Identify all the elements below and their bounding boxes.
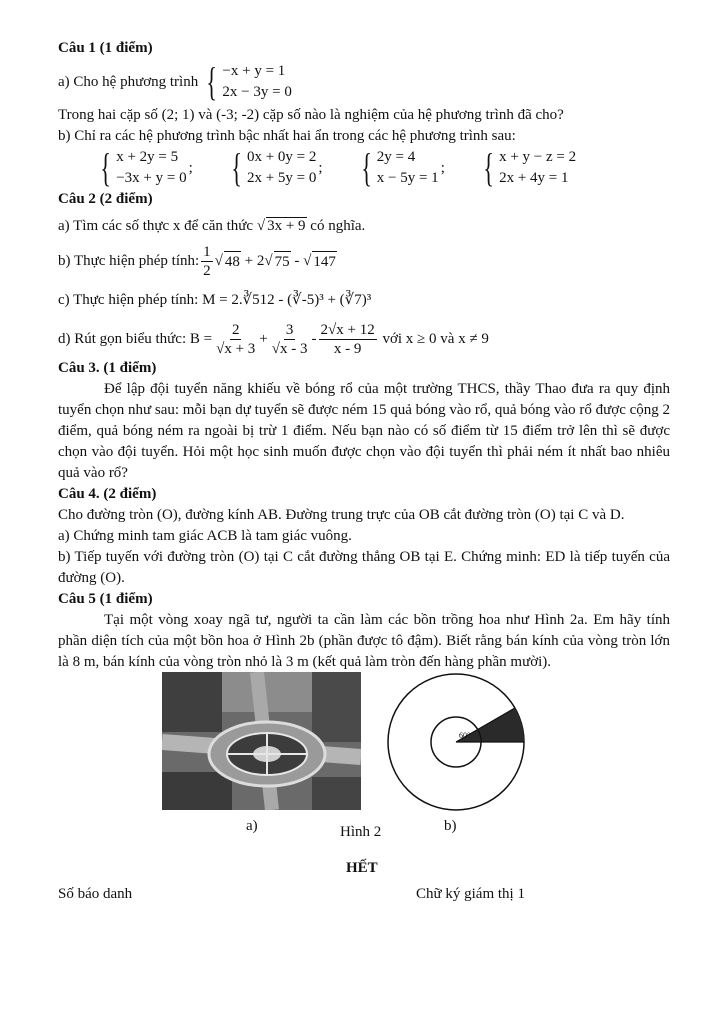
fraction-numerator: 2√x + 12 [320,322,375,338]
system-eq: 2x + 4y = 1 [499,170,569,186]
exam-page [58,38,670,673]
roundabout-photo-illustration [162,672,361,810]
fraction-denominator: √x + 3 [216,341,256,357]
separator: ; [188,159,193,176]
q2-d [58,321,670,358]
q2-b: b) Thực hiện phép tính: $\frac{1}{2}$ √ 48 + 2 √ 75 - √ 147 [58,244,336,279]
fraction-numerator: 3 [285,322,294,338]
q2-b-minus: - [294,253,300,269]
footer-proctor-signature: Chữ ký giám thị 1 [416,886,525,902]
q2-c-expr: M = 2.∛512 - (∛-5)³ + (∛7)³ [202,292,372,308]
q5-title: Câu 5 (1 điểm) [58,591,153,607]
q4-b: b) Tiếp tuyến với đường tròn (O) tại C cắt đường thẳng OB tại E. Chứng minh: ED là tiếp tuyến của đường (O). [58,549,670,586]
q1-a-eq2: 2x − 3y = 0 [222,84,292,100]
system-eq: −3x + y = 0 [116,170,187,186]
q4-a: a) Chứng minh tam giác ACB là tam giác vuông. [58,528,352,544]
figure-caption: Hình 2 [340,824,382,840]
q2-a: a) Tìm các số thực x để căn thức √ 3x + 9 có nghĩa. [58,218,366,234]
q1-a-eq1: −x + y = 1 [222,63,286,79]
q1-b-system-4 [479,147,576,189]
q1-a-system [202,61,292,103]
separator: ; [318,159,323,176]
system-eq: 0x + 0y = 2 [246,149,317,165]
q1-a [58,61,670,103]
fraction-numerator: 1 [203,244,211,260]
brace-icon: { [231,145,242,190]
flowerbed-diagram [386,672,526,812]
q2-c [58,290,670,311]
q1-b-system-3 [357,147,445,189]
q2-b-rad2: 75 [274,251,291,273]
fraction-denominator: √x - 3 [271,341,308,357]
brace-icon: { [206,59,218,104]
figure-2 [162,672,522,842]
end-marker: HẾT [346,860,378,876]
fraction-denominator: x - 9 [333,341,362,357]
footer-candidate-number: Số báo danh [58,886,133,902]
angle-label: 60° [459,731,471,740]
q2-b-mid: + 2 [244,253,265,269]
q3-title: Câu 3. (1 điểm) [58,360,157,376]
q2-a-prefix: a) Tìm các số thực x để căn thức [58,218,254,234]
q4-text: Cho đường tròn (O), đường kính AB. Đường trung trực của OB cắt đường tròn (O) tại C và D. [58,507,625,523]
brace-icon: { [360,145,372,190]
q2-d-fraction-1 [214,321,257,358]
brace-icon: { [483,145,494,190]
q2-b-rad1: 48 [224,251,241,273]
q2-title: Câu 2 (2 điểm) [58,191,153,207]
q1-a-question: Trong hai cặp số (2; 1) và (-3; -2) cặp số nào là nghiệm của hệ phương trình đã cho? [58,107,564,123]
q1-b-system-1 [96,147,193,189]
q1-b-text: b) Chỉ ra các hệ phương trình bậc nhất hai ẩn trong các hệ phương trình sau: [58,128,516,144]
fraction-denominator: 2 [203,263,211,279]
system-eq: 2y = 4 [376,149,416,165]
system-eq: x + y − z = 2 [499,149,577,165]
q1-a-prefix: a) Cho hệ phương trình [58,73,199,90]
q2-b-prefix: b) Thực hiện phép tính: [58,253,200,269]
q2-d-condition: với x ≥ 0 và x ≠ 9 [382,331,489,347]
q1-b-systems [58,147,670,189]
q2-a-radicand: 3x + 9 [267,218,306,234]
system-eq: 2x + 5y = 0 [246,170,317,186]
separator: ; [440,159,445,176]
q2-c-prefix: c) Thực hiện phép tính: [58,292,199,308]
q2-d-fraction-3 [319,321,377,358]
q2-a-suffix: có nghĩa. [310,218,366,234]
system-eq: x − 5y = 1 [376,170,439,186]
figure-label-a: a) [246,818,258,834]
q2-b-fraction [201,243,213,280]
figure-label-b: b) [444,818,457,834]
q2-d-prefix: d) Rút gọn biểu thức: B = [58,331,213,347]
q1-b-system-2 [227,147,323,189]
brace-icon: { [100,145,111,190]
q2-d-minus: - [311,331,317,347]
system-eq: x + 2y = 5 [116,149,179,165]
q1-title: Câu 1 (1 điểm) [58,40,153,56]
q2-d-plus: + [259,331,268,347]
q2-d-fraction-2 [270,321,310,358]
q3-text: Để lập đội tuyển năng khiếu về bóng rổ của một trường THCS, thầy Thao đưa ra quy định tuyển chọn như sau: mỗi bạn dự tuyển sẽ được ném 15 quả bóng vào rổ, quả bóng vào rổ được cộng 2 điểm, quả bóng ném ra ngoài bị trừ 1 điểm. Nếu bạn nào có số điểm từ 15 điểm trở lên thì sẽ được chọn vào đội tuyển. Hỏi một học sinh muốn được chọn vào đội tuyển thì phải ném ít nhất bao nhiêu quả vào rổ? [58,381,671,481]
fraction-numerator: 2 [231,322,240,338]
roundabout-photo [162,672,361,810]
q2-b-rad3: 147 [312,251,337,273]
q4-title: Câu 4. (2 điểm) [58,486,157,502]
q5-text: Tại một vòng xoay ngã tư, người ta cần làm các bồn trồng hoa như Hình 2a. Em hãy tính phần diện tích của một bồn hoa ở Hình 2b (phần được tô đậm). Biết rằng bán kính của vòng tròn lớn là 8 m, bán kính của vòng tròn nhỏ là 3 m (kết quả làm tròn đến hàng phần mười). [58,612,670,670]
